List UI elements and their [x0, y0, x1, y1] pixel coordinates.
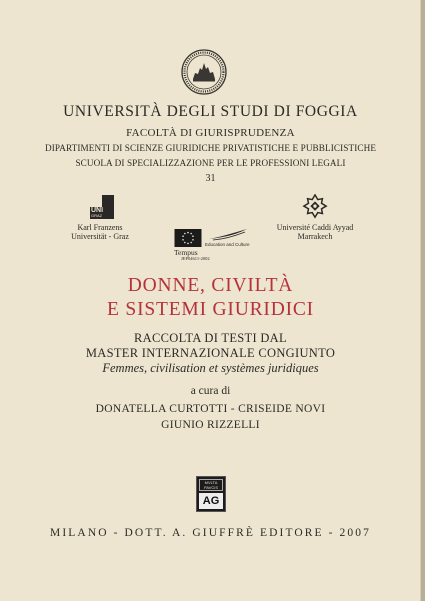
page-edge — [421, 0, 425, 601]
marrakech-university-logo-icon — [302, 194, 328, 220]
book-title-line2: E SISTEMI GIURIDICI — [107, 299, 314, 320]
tempus-swoosh-icon — [207, 227, 249, 241]
graz-caption-line2: Universität - Graz — [71, 232, 129, 241]
graz-caption-line1: Karl Franzens — [77, 223, 123, 232]
tempus-code: JEP04611-2002 — [181, 256, 210, 261]
book-title-line1: DONNE, CIVILTÀ — [127, 275, 294, 296]
publisher-line: MILANO - DOTT. A. GIUFFRÈ EDITORE - 2007 — [50, 527, 371, 539]
university-seal-icon — [181, 49, 227, 95]
editors-label: a cura di — [190, 385, 231, 397]
faculty-name: FACOLTÀ DI GIURISPRUDENZA — [126, 127, 295, 139]
editors-line2: GIUNIO RIZZELLI — [161, 419, 260, 431]
publisher-logo-motto: MVLTA PAVCIS — [199, 479, 223, 491]
eu-flag-icon — [173, 229, 203, 247]
graz-logo-mark-sub: GRAZ — [91, 213, 103, 218]
university-name: UNIVERSITÀ DEGLI STUDI DI FOGGIA — [63, 103, 358, 120]
subtitle-line2: MASTER INTERNAZIONALE CONGIUNTO — [85, 346, 336, 360]
subtitle-line1: RACCOLTA DI TESTI DAL — [134, 331, 287, 345]
departments-line: DIPARTIMENTI DI SCIENZE GIURIDICHE PRIVATISTICHE E PUBBLICISTICHE — [44, 143, 377, 153]
school-line: SCUOLA DI SPECIALIZZAZIONE PER LE PROFESSIONI LEGALI — [75, 158, 346, 168]
education-culture-label: Education and Culture — [205, 242, 250, 247]
graz-university-logo — [90, 195, 114, 219]
marrakech-caption-line1: Université Caddi Ayyad — [276, 223, 354, 232]
publisher-logo-mark: AG — [199, 493, 223, 509]
editors-line1: DONATELLA CURTOTTI - CRISEIDE NOVI — [95, 403, 326, 415]
series-number: 31 — [205, 173, 216, 184]
marrakech-caption-line2: Marrakech — [297, 232, 333, 241]
publisher-logo — [196, 476, 226, 512]
graz-logo-mark: UNI — [91, 207, 104, 214]
tempus-label: Tempus — [174, 248, 198, 257]
subtitle-french: Femmes, civilisation et systèmes juridiques — [102, 361, 319, 375]
